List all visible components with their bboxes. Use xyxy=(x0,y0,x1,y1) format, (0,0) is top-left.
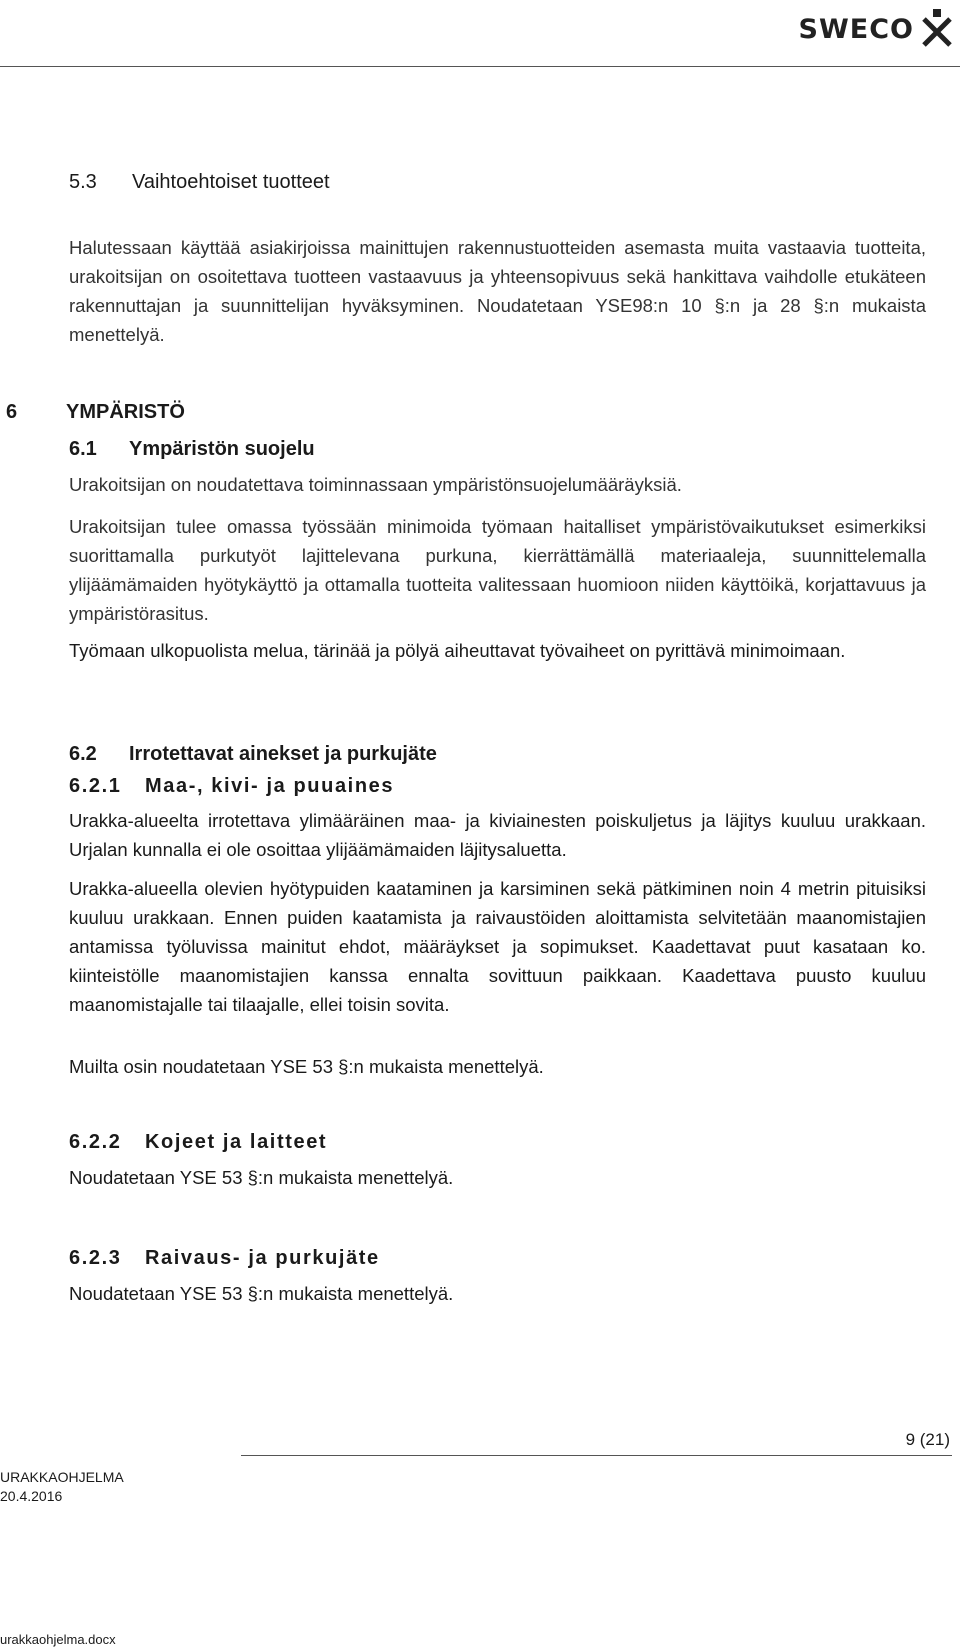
section-heading-6 xyxy=(6,401,185,424)
section-heading-6-2-1 xyxy=(69,775,394,798)
heading-number: 6.2.1 xyxy=(69,775,122,797)
heading-title: Kojeet ja laitteet xyxy=(145,1131,328,1153)
footer-doc-info xyxy=(0,1468,124,1506)
footer-date: 20.4.2016 xyxy=(0,1488,63,1504)
paragraph: Urakka-alueelta irrotettava ylimääräinen maa- ja kiviainesten poiskuljetus ja läjitys kuuluu urakkaan. Urjalan kunnalla ei ole osoittaa ylijäämämaiden läjitysaluetta. xyxy=(69,810,926,860)
heading-number: 6.1 xyxy=(69,438,97,460)
footer-doc-title: URAKKAOHJELMA xyxy=(0,1469,124,1485)
header-divider xyxy=(0,66,960,67)
heading-title: Maa-, kivi- ja puuaines xyxy=(145,775,395,797)
paragraph: Urakka-alueella olevien hyötypuiden kaataminen ja karsiminen sekä pätkiminen noin 4 metrin pituisiksi kuuluu urakkaan. Ennen puiden kaatamista ja raivaustöiden aloittamista selvitetään maanomistajien antamissa työluvissa mainitut ehdot, määräykset ja sopimukset. Kaadettavat puut kasataan ko. kiinteistölle maanomistajien kanssa ennalta sovittuun paikkaan. Kaadettava puusto kuuluu maanomistajalle tai tilaajalle, ellei toisin sovita. xyxy=(69,878,926,1015)
paragraph: Noudatetaan YSE 53 §:n mukaista menettelyä. xyxy=(69,1283,454,1304)
sweco-logo xyxy=(799,6,954,52)
logo-text: SWECO xyxy=(798,13,914,45)
heading-number: 6.2.3 xyxy=(69,1247,122,1269)
paragraph: Urakoitsijan tulee omassa työssään minimoida työmaan haitalliset ympäristövaikutukset esimerkiksi suorittamalla purkutyöt lajittelevana purkuna, kierrättämällä materiaaleja, suunnittelemalla ylijäämämaiden hyötykäyttö ja ottamalla tuotteita valitessaan huomioon niiden käyttöikä, korjattavuus ja ympäristörasitus. xyxy=(69,516,926,624)
paragraph: Halutessaan käyttää asiakirjoissa mainittujen rakennustuotteiden asemasta muita vastaavia tuotteita, urakoitsijan on osoitettava tuotteen vastaavuus ja yhteensopivuus sekä hankittava vaihdolle etukäteen rakennuttajan ja suunnittelijan hyväksyminen. Noudatetaan YSE98:n 10 §:n ja 28 §:n mukaista menettelyä. xyxy=(69,237,926,345)
heading-number: 6 xyxy=(6,401,18,423)
heading-title: Vaihtoehtoiset tuotteet xyxy=(132,171,330,193)
heading-title: Irrotettavat ainekset ja purkujäte xyxy=(129,743,437,765)
footer-file-name: urakkaohjelma.docx xyxy=(0,1632,116,1647)
paragraph: Urakoitsijan on noudatettava toiminnassaan ympäristönsuojelumääräyksiä. xyxy=(69,474,682,495)
heading-title: Ympäristön suojelu xyxy=(129,438,315,460)
section-heading-6-2-3 xyxy=(69,1247,380,1270)
section-heading-5-3 xyxy=(69,171,330,194)
heading-number: 6.2 xyxy=(69,743,97,765)
section-heading-6-2-2 xyxy=(69,1131,327,1154)
heading-number: 6.2.2 xyxy=(69,1131,122,1153)
paragraph: Noudatetaan YSE 53 §:n mukaista menettelyä. xyxy=(69,1167,454,1188)
heading-title: YMPÄRISTÖ xyxy=(66,401,185,423)
section-heading-6-1 xyxy=(69,438,315,461)
section-heading-6-2 xyxy=(69,743,437,766)
footer-divider xyxy=(241,1455,952,1456)
heading-title: Raivaus- ja purkujäte xyxy=(145,1247,380,1269)
paragraph: Muilta osin noudatetaan YSE 53 §:n mukaista menettelyä. xyxy=(69,1056,544,1077)
heading-number: 5.3 xyxy=(69,171,97,193)
sweco-mark-icon xyxy=(920,9,954,49)
page-number: 9 (21) xyxy=(905,1430,950,1449)
paragraph: Työmaan ulkopuolista melua, tärinää ja pölyä aiheuttavat työvaiheet on pyrittävä minimoimaan. xyxy=(69,640,846,661)
